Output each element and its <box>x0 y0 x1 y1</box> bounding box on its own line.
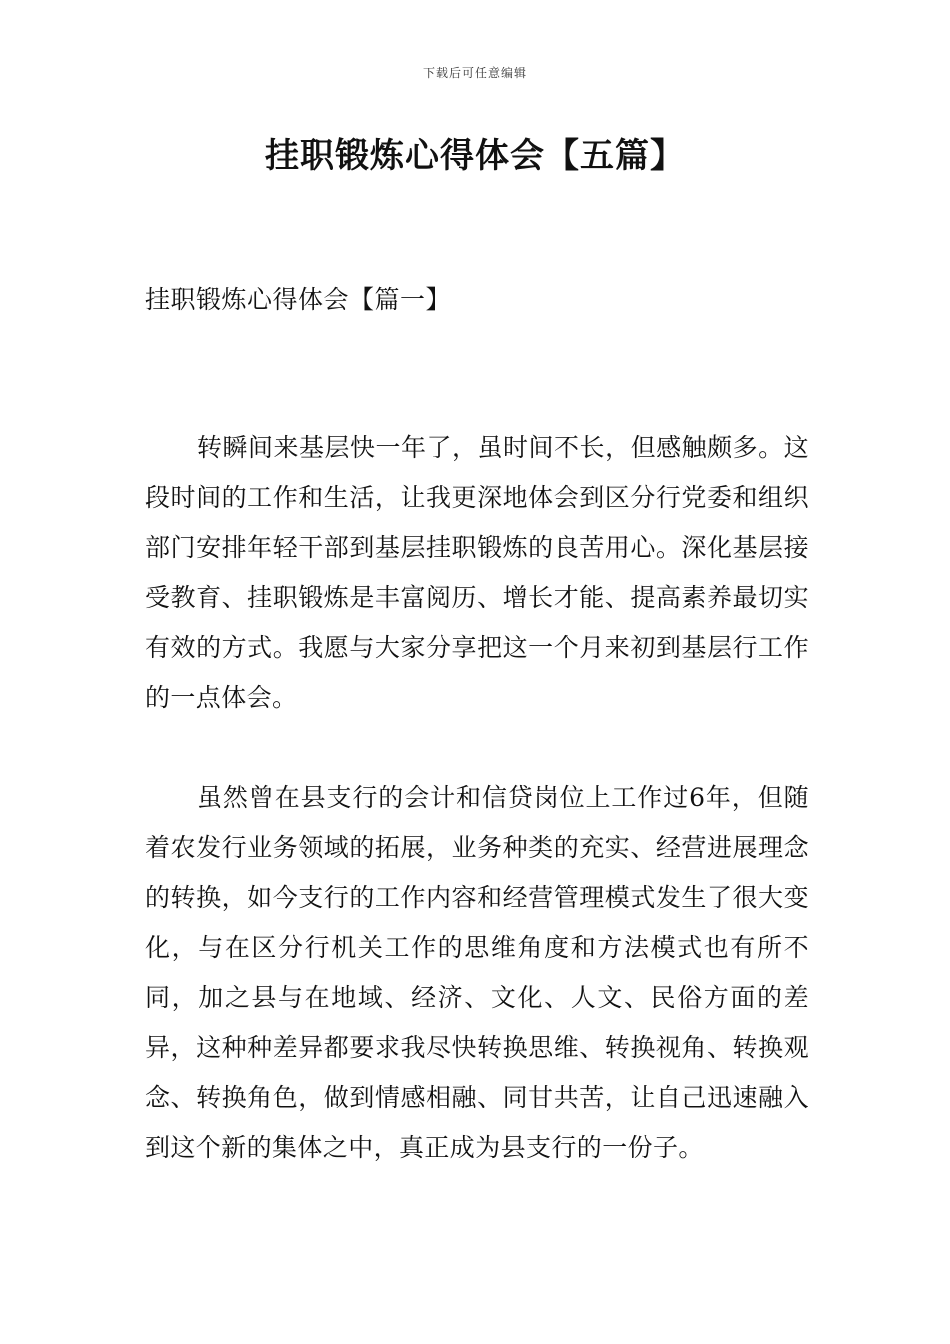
section-heading: 挂职锻炼心得体会【篇一】 <box>145 285 452 314</box>
body-paragraph: 虽然曾在县支行的会计和信贷岗位上工作过6年，但随着农发行业务领域的拓展，业务种类的充实、经营进展理念的转换，如今支行的工作内容和经营管理模式发生了很大变化，与在区分行机关工作的思维角度和方法模式也有所不同，加之县与在地域、经济、文化、人文、民俗方面的差异，这种种差异都要求我尽快转换思维、转换视角、转换观念、转换角色，做到情感相融、同甘共苦，让自己迅速融入到这个新的集体之中，真正成为县支行的一份子。 <box>145 783 809 1162</box>
document-title: 挂职锻炼心得体会【五篇】 <box>265 136 685 176</box>
header-note: 下载后可任意编辑 <box>422 66 527 80</box>
body-paragraph: 转瞬间来基层快一年了，虽时间不长，但感触颇多。这段时间的工作和生活，让我更深地体会到区分行党委和组织部门安排年轻干部到基层挂职锻炼的良苦用心。深化基层接受教育、挂职锻炼是丰富阅历、增长才能、提高素养最切实有效的方式。我愿与大家分享把这一个月来初到基层行工作的一点体会。 <box>145 433 809 712</box>
